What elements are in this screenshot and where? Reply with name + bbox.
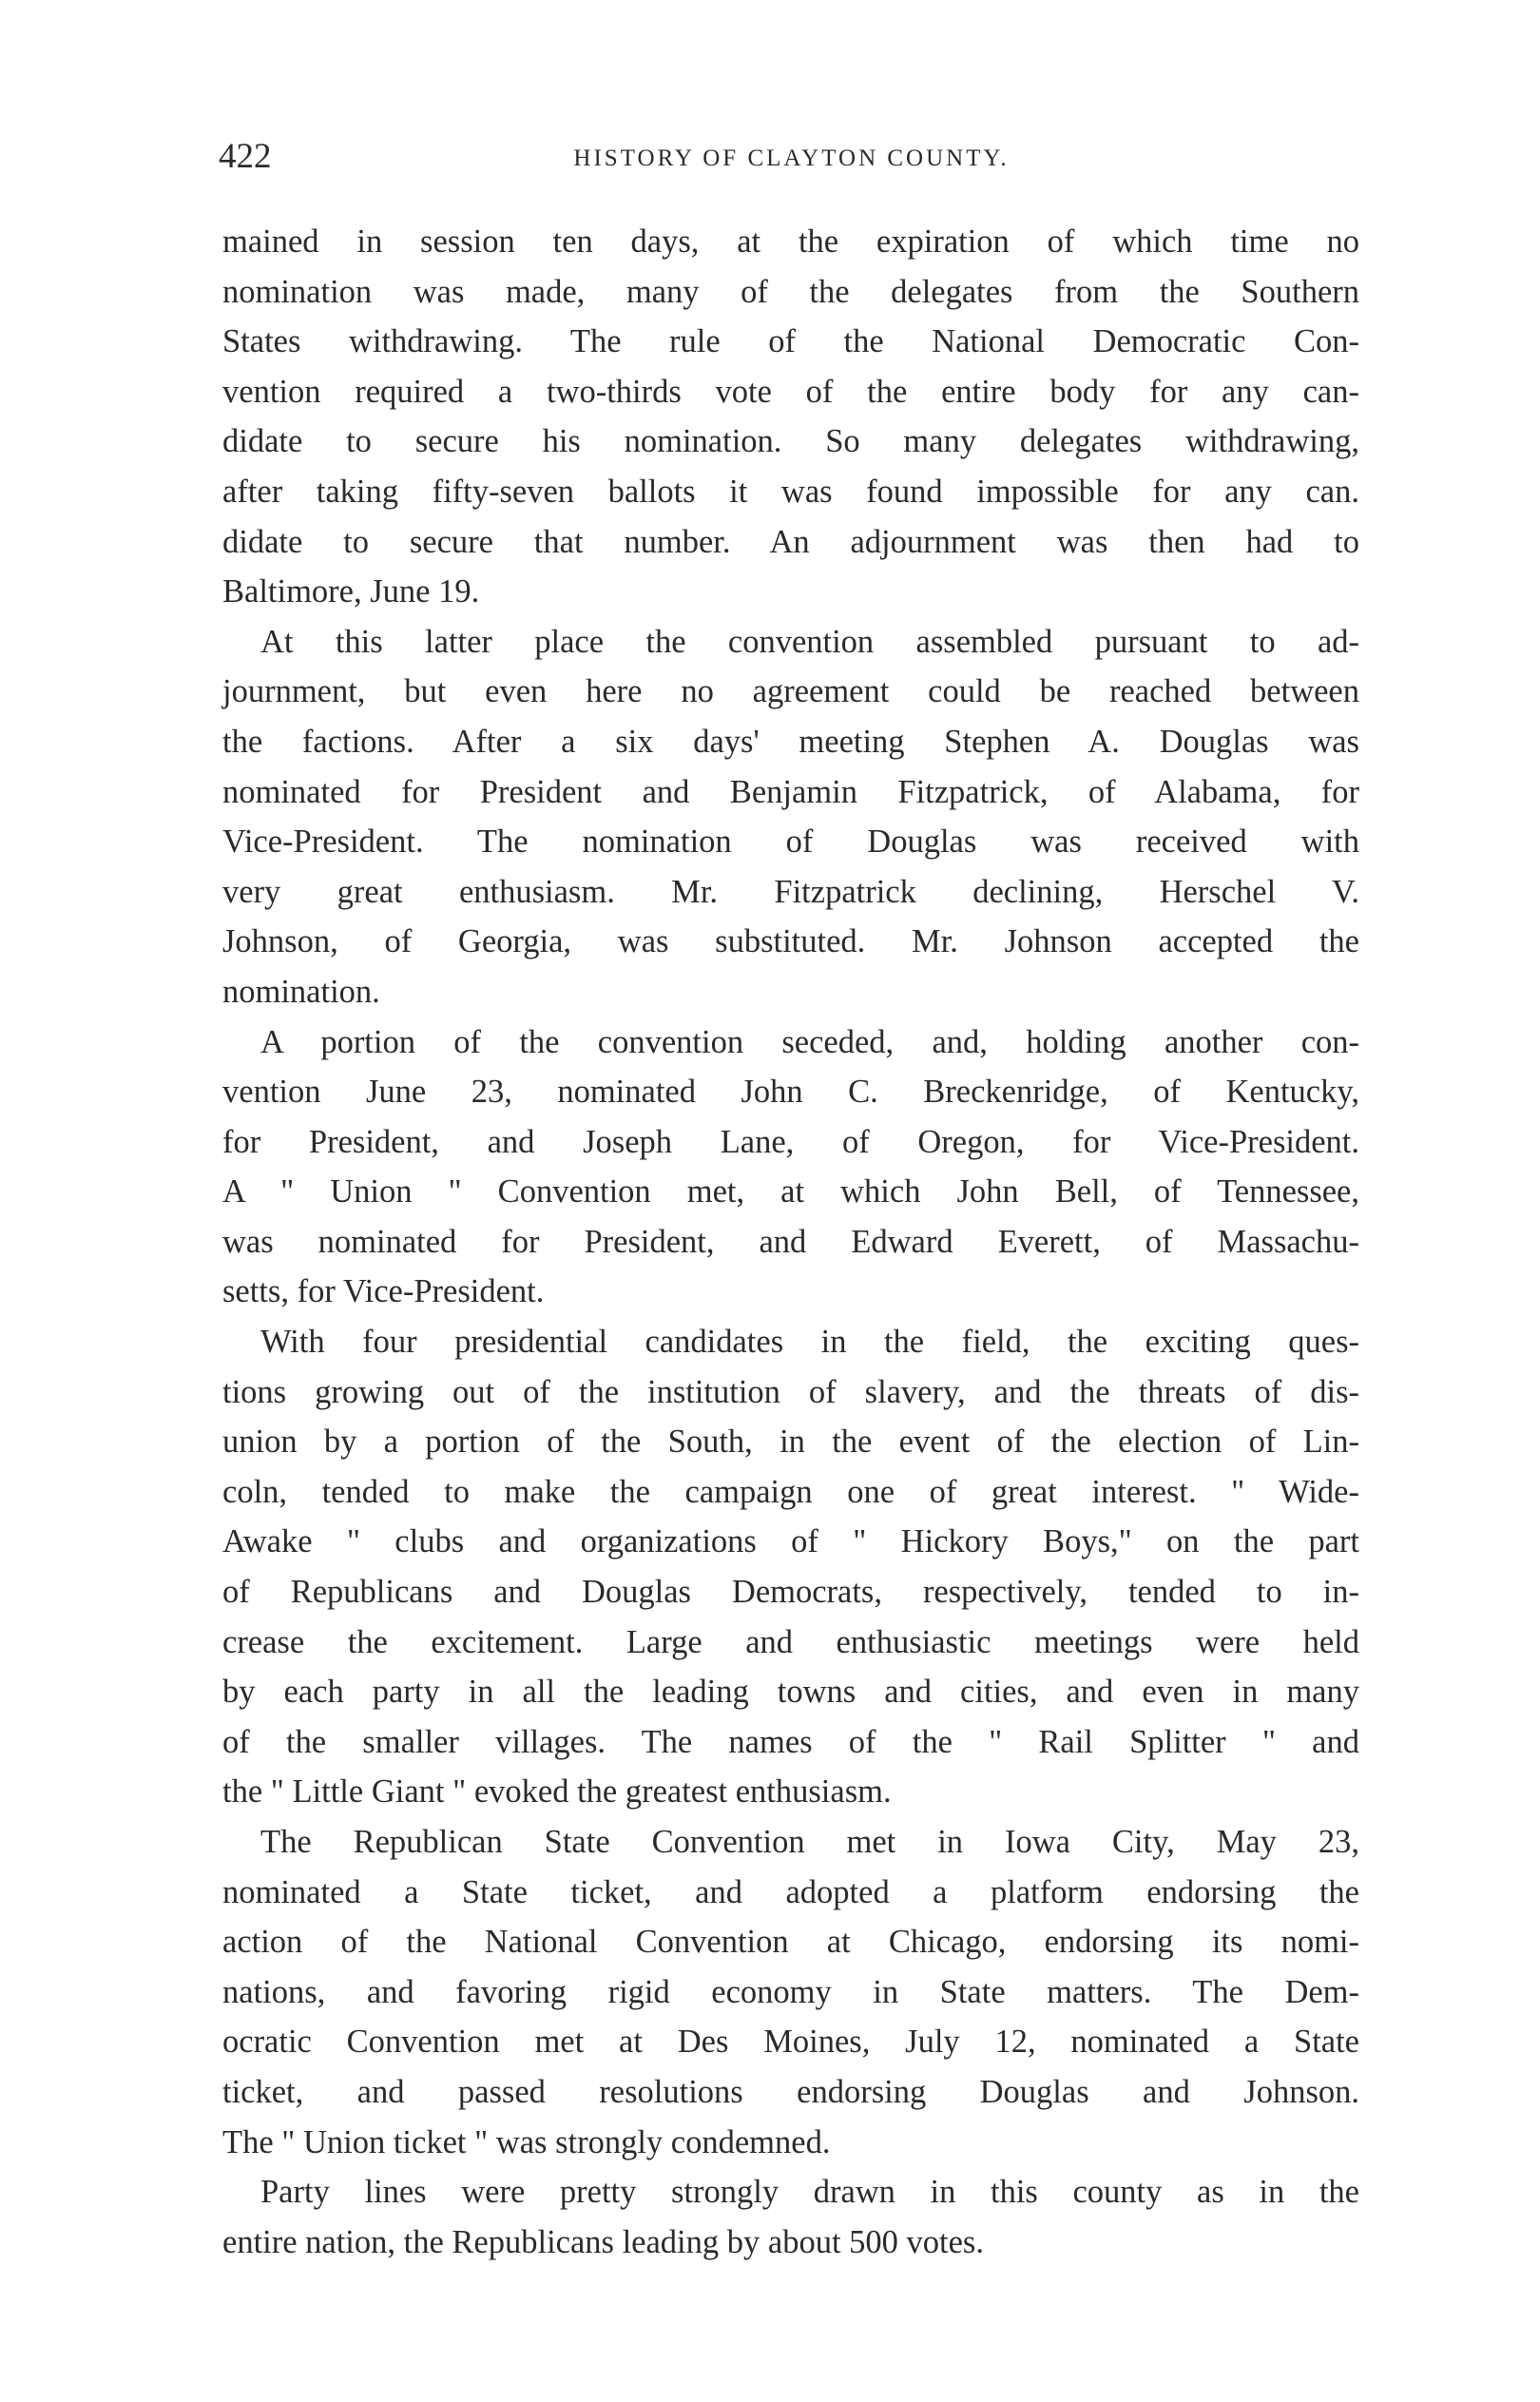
text-line: A " Union " Convention met, at which John Bell, of Tennessee, (222, 1173, 1359, 1211)
text-line: union by a portion of the South, in the event of the election of Lin- (222, 1424, 1359, 1461)
text-line: entire nation, the Republicans leading by about 500 votes. (222, 2223, 984, 2260)
text-line: after taking fifty-seven ballots it was found impossible for any can. (222, 473, 1359, 510)
text-line: nominated a State ticket, and adopted a platform endorsing the (222, 1873, 1359, 1910)
text-line: At this latter place the convention assembled pursuant to ad- (260, 623, 1359, 660)
text-line: ocratic Convention met at Des Moines, July 12, nominated a State (222, 2024, 1359, 2061)
text-line: nominated for President and Benjamin Fitzpatrick, of Alabama, for (222, 773, 1359, 810)
text-line: Awake " clubs and organizations of " Hickory Boys," on the part (222, 1523, 1359, 1560)
text-line: the " Little Giant " evoked the greatest enthusiasm. (222, 1773, 892, 1811)
text-line: didate to secure that number. An adjournment was then had to (222, 523, 1359, 560)
text-line: by each party in all the leading towns and cities, and even in many (222, 1674, 1359, 1711)
text-line: Party lines were pretty strongly drawn in this county as in the (260, 2174, 1359, 2211)
text-line: didate to secure his nomination. So many delegates withdrawing, (222, 423, 1359, 460)
text-line: nations, and favoring rigid economy in State matters. The Dem- (222, 1973, 1359, 2010)
text-line: vention required a two-thirds vote of the entire body for any can- (222, 373, 1359, 410)
text-line: was nominated for President, and Edward Everett, of Massachu- (222, 1223, 1359, 1260)
text-line: coln, tended to make the campaign one of great interest. " Wide- (222, 1473, 1359, 1510)
text-line: vention June 23, nominated John C. Breckenridge, of Kentucky, (222, 1074, 1359, 1111)
text-line: Baltimore, June 19. (222, 573, 480, 610)
text-line: Johnson, of Georgia, was substituted. Mr. Johnson accepted the (222, 923, 1359, 960)
text-line: The " Union ticket " was strongly condemned. (222, 2123, 831, 2160)
page-number: 422 (219, 137, 272, 176)
text-line: States withdrawing. The rule of the National Democratic Con- (222, 323, 1359, 360)
body-text (222, 217, 1359, 2267)
text-line: nomination. (222, 973, 380, 1010)
text-line: for President, and Joseph Lane, of Oregon, for Vice-President. (222, 1123, 1359, 1160)
text-line: action of the National Convention at Chicago, endorsing its nomi- (222, 1924, 1359, 1961)
text-line: tions growing out of the institution of slavery, and the threats of dis- (222, 1373, 1359, 1410)
text-line: A portion of the convention seceded, and, holding another con- (260, 1023, 1359, 1060)
text-line: With four presidential candidates in the field, the exciting ques- (260, 1324, 1359, 1361)
text-line: mained in session ten days, at the expiration of which time no (222, 223, 1359, 260)
text-line: journment, but even here no agreement could be reached between (222, 673, 1359, 710)
text-line: nomination was made, many of the delegates from the Southern (222, 273, 1359, 310)
text-line: very great enthusiasm. Mr. Fitzpatrick declining, Herschel V. (222, 873, 1359, 910)
text-line: of the smaller villages. The names of the " Rail Splitter " and (222, 1723, 1359, 1760)
text-line: ticket, and passed resolutions endorsing Douglas and Johnson. (222, 2073, 1359, 2110)
text-line: The Republican State Convention met in Iowa City, May 23, (260, 1824, 1359, 1860)
text-line: crease the excitement. Large and enthusiastic meetings were held (222, 1623, 1359, 1660)
text-line: the factions. After a six days' meeting Stephen A. Douglas was (222, 723, 1359, 760)
text-line: of Republicans and Douglas Democrats, respectively, tended to in- (222, 1574, 1359, 1611)
text-line: setts, for Vice-President. (222, 1273, 545, 1310)
text-line: Vice-President. The nomination of Douglas was received with (222, 823, 1359, 861)
page-header (219, 138, 1364, 176)
running-title: HISTORY OF CLAYTON COUNTY. (573, 145, 1010, 171)
